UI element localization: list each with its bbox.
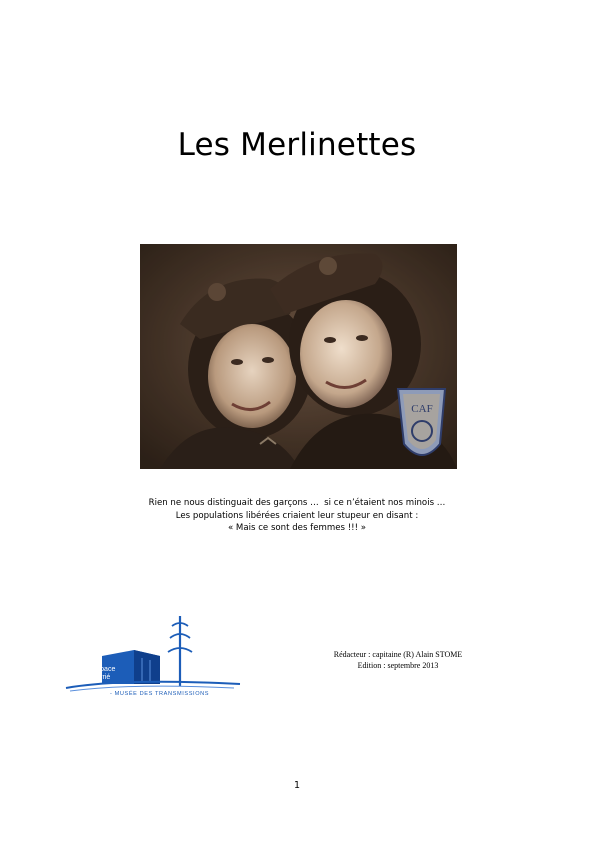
logo-name-line2: Ferrié — [92, 674, 111, 681]
espace-ferrie-logo — [64, 612, 248, 696]
logo-name-line1: Espace — [92, 666, 116, 673]
author-line: Rédacteur : capitaine (R) Alain STOME — [333, 650, 463, 659]
edition-line: Edition : septembre 2013 — [357, 660, 439, 670]
credits-block — [316, 650, 480, 671]
caf-badge-icon — [398, 389, 445, 455]
caption-line-2: Les populations libérées criaient leur stupeur en disant : — [175, 510, 419, 521]
caf-badge-letters: CAF — [411, 403, 433, 415]
photo-caption — [0, 497, 594, 535]
logo-tagline: - MUSÉE DES TRANSMISSIONS — [110, 691, 210, 696]
page-title: Les Merlinettes — [177, 127, 417, 163]
cover-photo — [140, 244, 457, 469]
caption-line-3: « Mais ce sont des femmes !!! » — [227, 523, 367, 533]
cover-photo-illustration — [140, 244, 457, 469]
page-number: 1 — [293, 780, 301, 791]
caption-line-1: Rien ne nous distinguait des garçons … si ce n’étaient nos minois … — [148, 498, 446, 508]
museum-logo-icon — [64, 612, 248, 696]
